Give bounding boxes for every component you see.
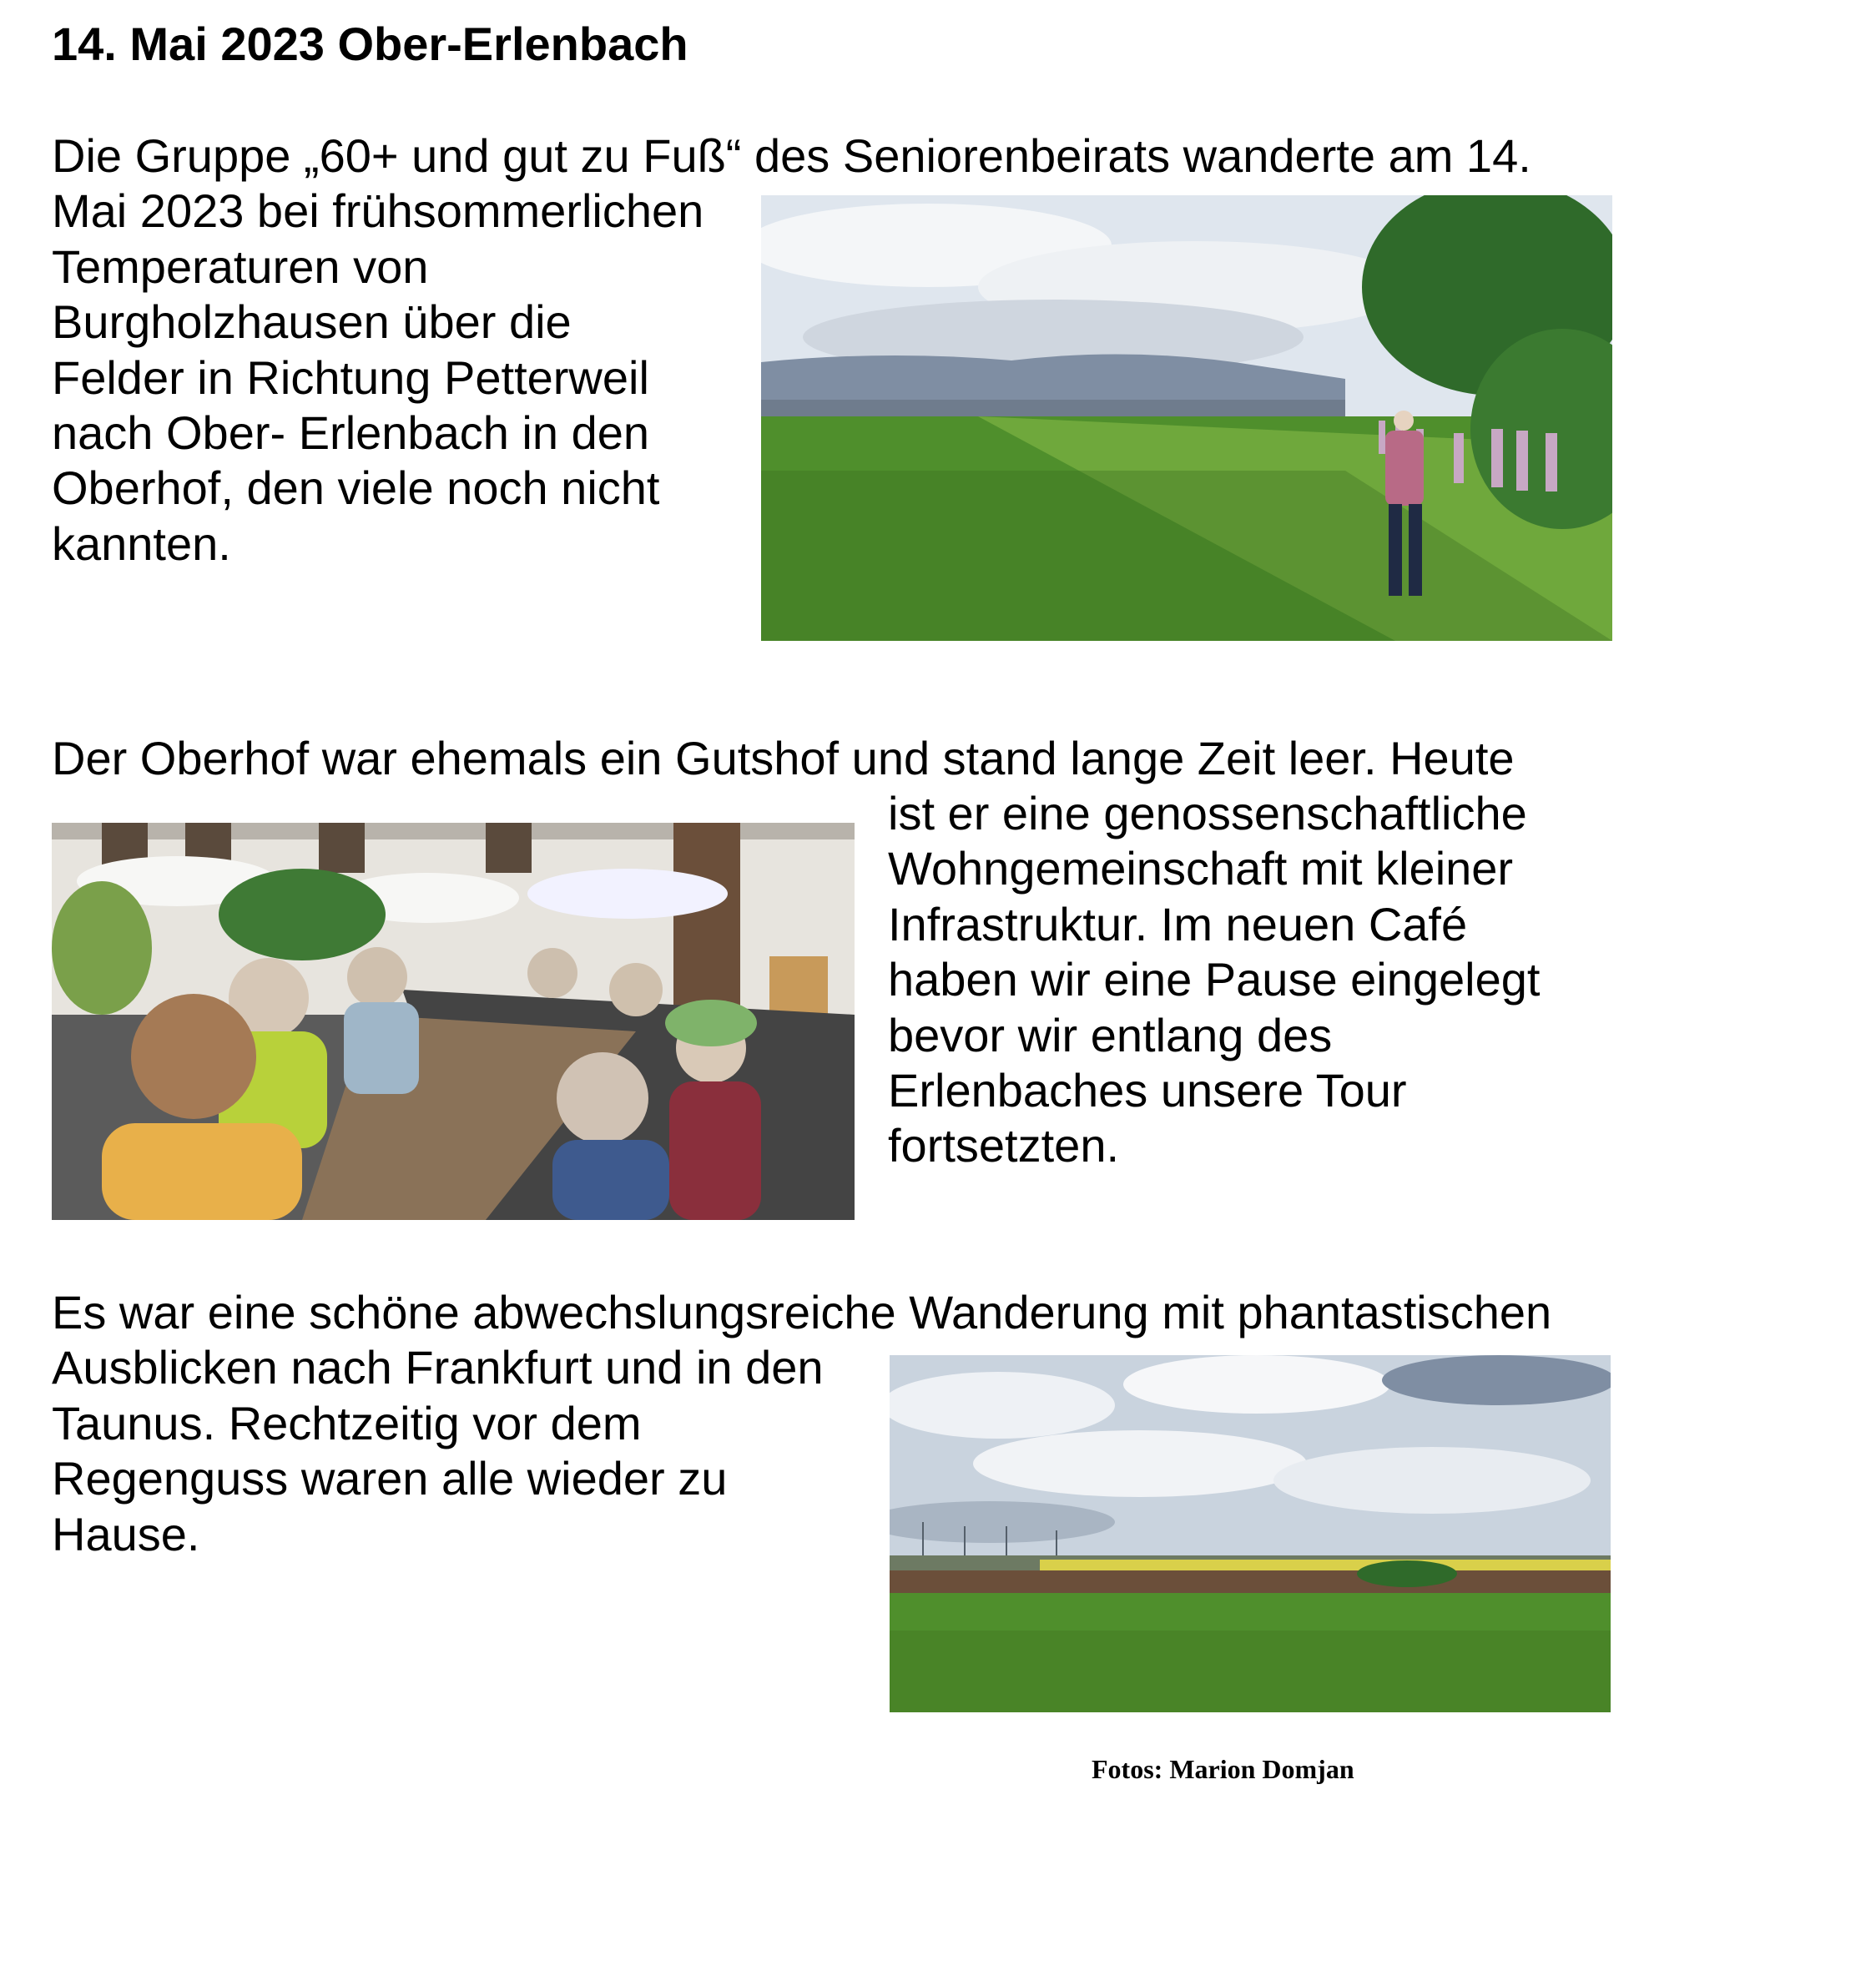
paragraph1-line: Temperaturen von (52, 240, 429, 293)
paragraph1-line: Burgholzhausen über die (52, 295, 572, 348)
page-title: 14. Mai 2023 Ober-Erlenbach (52, 18, 688, 70)
paragraph2-line: Infrastruktur. Im neuen Café (888, 898, 1468, 950)
paragraph2-line: bevor wir entlang des (888, 1009, 1333, 1061)
paragraph2-line: Erlenbaches unsere Tour (888, 1064, 1407, 1117)
paragraph2-line: Wohngemeinschaft mit kleiner (888, 842, 1514, 895)
paragraph1-line: kannten. (52, 517, 231, 570)
photo-cafe-group (52, 823, 855, 1220)
paragraph3-line: Es war eine schöne abwechslungsreiche Wanderung mit phantastischen (52, 1286, 1552, 1338)
paragraph2-line: ist er eine genossenschaftliche (888, 787, 1527, 839)
paragraph2-line: Der Oberhof war ehemals ein Gutshof und stand lange Zeit leer. Heute (52, 732, 1515, 784)
paragraph1-line: nach Ober- Erlenbach in den (52, 406, 649, 459)
paragraph1-line: Mai 2023 bei frühsommerlichen (52, 184, 704, 237)
paragraph1-line: Oberhof, den viele noch nicht (52, 461, 660, 514)
photo-landscape-fields (890, 1355, 1611, 1712)
paragraph3-line: Regenguss waren alle wieder zu (52, 1452, 728, 1505)
paragraph2-line: fortsetzten. (888, 1119, 1120, 1172)
photo-credit: Fotos: Marion Domjan (1092, 1754, 1354, 1784)
paragraph1-line: Die Gruppe „60+ und gut zu Fuß“ des Seniorenbeirats wanderte am 14. (52, 129, 1531, 182)
paragraph3-line: Taunus. Rechtzeitig vor dem (52, 1397, 642, 1449)
paragraph3-line: Ausblicken nach Frankfurt und in den (52, 1341, 824, 1394)
paragraph2-line: haben wir eine Pause eingelegt (888, 953, 1541, 1006)
photo-hikers-field (761, 195, 1612, 641)
paragraph3-line: Hause. (52, 1508, 200, 1560)
paragraph1-line: Felder in Richtung Petterweil (52, 351, 649, 404)
